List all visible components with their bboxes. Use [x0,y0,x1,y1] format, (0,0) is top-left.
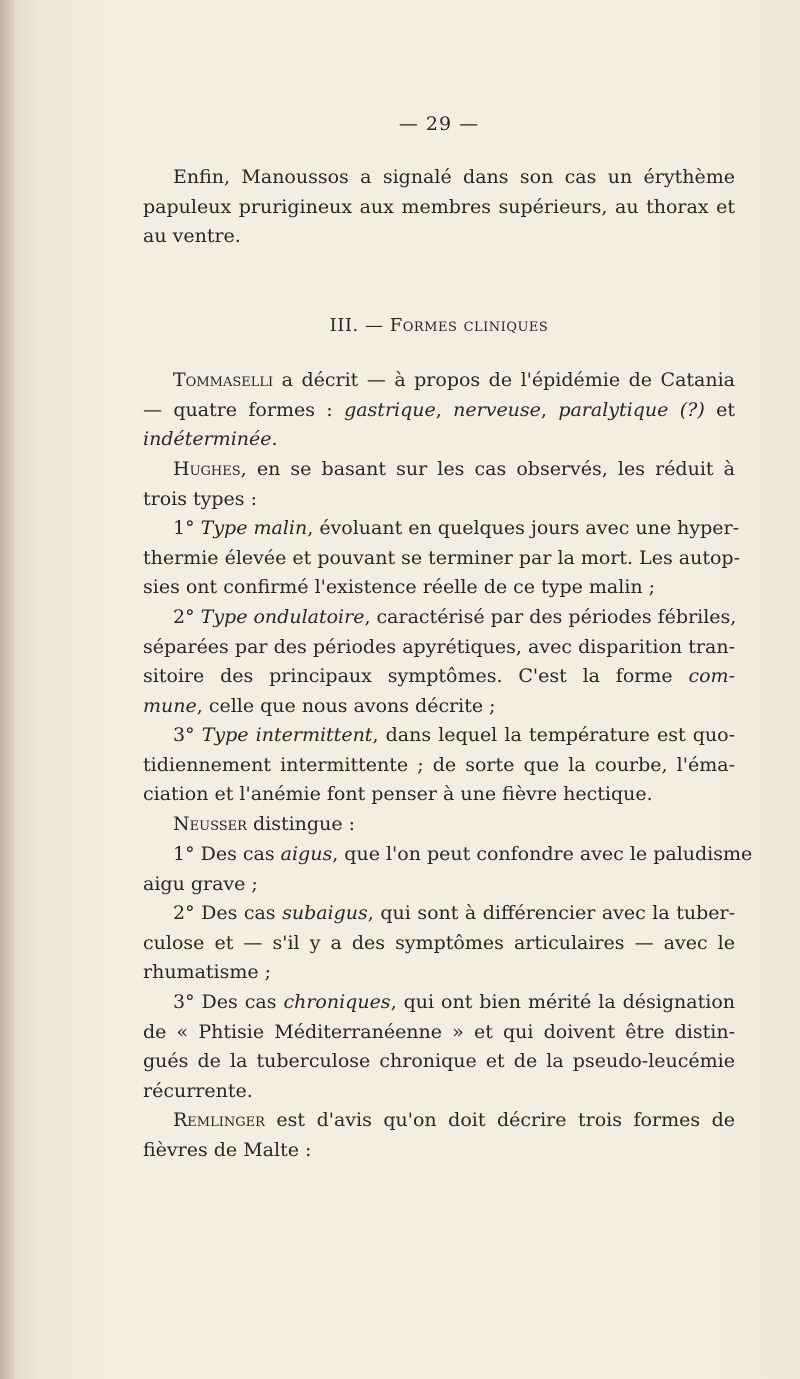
paragraph-tommaselli [143,366,735,455]
section-title: Formes cliniques [389,315,549,336]
paragraph-neusser [143,810,735,840]
text-line: séparées par des périodes apyrétiques, avec disparition tran- [143,635,735,658]
text-run: , qui ont bien mérité la désignation [390,991,735,1013]
paragraph-type-ondulatoire [143,603,735,721]
text-line: rhumatisme ; [143,961,272,983]
italic-term: Type intermittent [201,724,373,746]
text-line: tidiennement intermittente ; de sorte que la courbe, l'éma- [143,753,735,776]
text-line [143,514,740,544]
text-line [143,840,753,870]
text-line: au ventre. [143,225,241,247]
section-numeral: III. [329,315,359,336]
list-number: 3° [173,724,202,746]
page-number: — 29 — [398,113,480,135]
paragraph-manoussos [143,163,735,252]
text-run: , [540,398,559,421]
paragraph-remlinger [143,1106,735,1165]
paragraph-hughes [143,455,735,514]
italic-term: indéterminée [143,428,272,450]
text-line: culose et — s'il y a des symptômes articulaires — avec le [143,931,735,954]
text-run: , [435,398,454,421]
list-number: 2° [173,606,201,628]
section-heading [143,311,735,341]
section-dash: — [364,315,384,336]
text-run: 3° Des cas [173,991,284,1013]
italic-term: com- [688,665,735,687]
text-line: de « Phtisie Méditerranéenne » et qui doivent être distin- [143,1020,735,1043]
text-line: papuleux prurigineux aux membres supérieurs, au thorax et [143,195,735,218]
italic-term: gastrique [344,398,436,421]
text-run: 1° Des cas [173,843,281,865]
paragraph-cas-chroniques [143,988,735,1106]
text-run: est d'avis qu'on doit décrire trois formes de [264,1109,735,1131]
text-line [143,899,735,929]
text-line: ciation et l'anémie font penser à une fièvre hectique. [143,783,653,805]
author-name: Neusser [173,813,247,835]
author-name: Remlinger [173,1109,265,1131]
text-run: . [271,428,278,450]
text-run: , en se basant sur les cas observés, les réduit à [240,458,735,480]
text-line [143,721,735,751]
text-line: fièvres de Malte : [143,1138,312,1161]
text-line [143,1106,735,1136]
text-line: sies ont confirmé l'existence réelle de ce type malin ; [143,576,656,598]
text-run: , que l'on peut confondre avec le paludisme [332,843,753,865]
page-spine-shadow [0,0,14,1379]
paragraph-cas-subaigus [143,899,735,988]
text-line [143,810,735,840]
italic-term: nerveuse [453,398,541,421]
italic-term: chroniques [283,991,391,1013]
italic-term: Type ondulatoire [200,606,365,628]
text-run: , dans lequel la température est quo- [372,724,735,746]
text-run: — quatre formes : [143,398,345,421]
text-line: récurrente. [143,1079,253,1102]
text-run: , caractérisé par des périodes fébriles, [364,606,737,628]
text-run: , celle que nous avons décrite ; [196,694,496,717]
text-line [143,366,735,396]
text-line [143,603,735,633]
author-name: Hughes [173,458,241,480]
text-run: , évoluant en quelques jours avec une hyper- [307,517,740,539]
text-line [143,692,735,722]
text-run: 2° Des cas [173,902,283,924]
paragraph-type-malin [143,514,741,603]
text-line: Enfin, Manoussos a signalé dans son cas un érythème [173,166,735,188]
text-run: sitoire des principaux symptômes. C'est la forme [143,665,689,687]
italic-term: aigus [280,843,333,865]
text-run: et [704,398,735,421]
italic-term: subaigus [282,902,368,924]
text-line: trois types : [143,487,257,510]
paragraph-type-intermittent [143,721,735,810]
text-line: thermie élevée et pouvant se terminer par la mort. Les autop- [143,546,741,569]
paragraph-cas-aigus [143,840,753,899]
text-run: a décrit — à propos de l'épidémie de Catania [273,369,735,391]
text-line [143,425,735,455]
author-name: Tommaselli [173,369,274,391]
text-line: gués de la tuberculose chronique et de la pseudo-leucémie [143,1050,735,1072]
text-line [143,988,735,1018]
italic-term: Type malin [200,517,308,539]
text-run: , qui sont à différencier avec la tuber- [367,902,736,924]
italic-term: mune [143,694,197,717]
text-line [143,455,735,485]
text-line [143,396,735,426]
italic-term: paralytique (?) [558,398,705,421]
list-number: 1° [173,517,201,539]
text-line: aigu grave ; [143,872,258,895]
text-line [143,662,735,692]
text-run: distingue : [246,813,355,835]
